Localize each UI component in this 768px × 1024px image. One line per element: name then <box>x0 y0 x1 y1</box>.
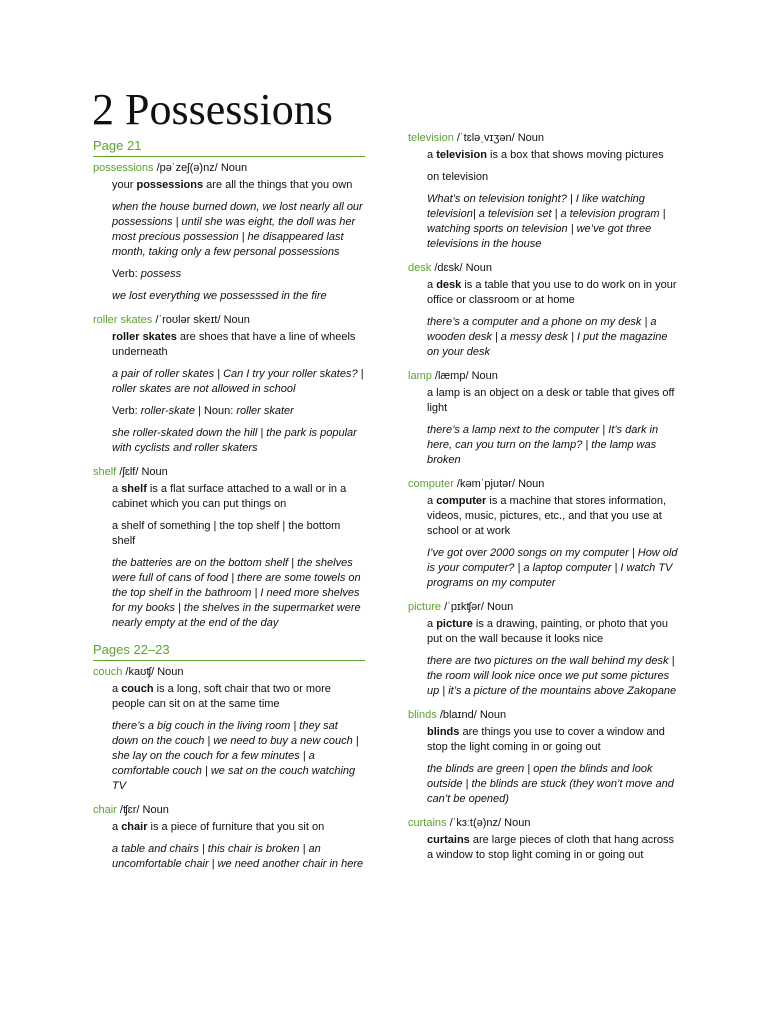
headword: roller skates <box>93 314 153 326</box>
entry-television <box>408 131 678 252</box>
part-of-speech: Noun <box>223 314 250 326</box>
entry-lamp <box>408 369 678 468</box>
entry-header <box>93 313 365 327</box>
example: there’s a computer and a phone on my desk | a wooden desk | a messy desk | I put the magazine on your desk <box>427 316 668 358</box>
definition: a shelf is a flat surface attached to a wall or in a cabinet which you can put things on <box>112 483 347 510</box>
entry-picture <box>408 600 678 699</box>
example: we lost everything we possesssed in the fire <box>112 290 327 302</box>
headword: blinds <box>408 709 437 721</box>
entry-header <box>93 803 365 817</box>
example: I’ve got over 2000 songs on my computer | How old is your computer? | a laptop computer | I watch TV programs on my computer <box>427 547 678 589</box>
definition: blinds are things you use to cover a window and stop the light coming in or going out <box>427 726 665 753</box>
pronunciation: /dɛsk/ <box>434 262 463 274</box>
part-of-speech: Noun <box>141 466 168 478</box>
pronunciation: /ˈtɛləˌvɪʒən/ <box>456 132 515 144</box>
page-title: 2 Possessions <box>92 85 333 134</box>
headword: television <box>408 132 454 144</box>
part-of-speech: Noun <box>518 478 545 490</box>
entry-shelf <box>93 465 365 631</box>
entry-header <box>408 261 678 275</box>
example: there are two pictures on the wall behind my desk | the room will look nice once we put some pictures up | it’s a picture of the mountains above Zakopane <box>427 655 677 697</box>
entry-computer <box>408 477 678 591</box>
definition: roller skates are shoes that have a line of wheels underneath <box>112 331 356 358</box>
entry-desk <box>408 261 678 360</box>
entry-header <box>408 131 678 145</box>
entry-header <box>93 665 365 679</box>
headword: desk <box>408 262 432 274</box>
example: a pair of roller skates | Can I try your roller skates? | roller skates are not allowed in school <box>112 368 364 395</box>
part-of-speech: Noun <box>142 804 169 816</box>
definition: a chair is a piece of furniture that you sit on <box>112 821 325 833</box>
usage: on television <box>427 171 489 183</box>
example: the batteries are on the bottom shelf | the shelves were full of cans of food | there are some towels on the top shelf in the bathroom | I need more shelves for my books | the shelves in the supermarket were nearly empty at the end of the day <box>112 557 361 629</box>
pronunciation: /ˈkɜːt(ə)nz/ <box>449 817 502 829</box>
example: What’s on television tonight? | I like watching television| a television set | a television program | watching sports on television | we’ve got three televisions in the house <box>427 193 666 250</box>
headword: shelf <box>93 466 117 478</box>
entry-header <box>408 816 678 830</box>
entry-header <box>408 477 678 491</box>
entry-header <box>408 600 678 614</box>
example: there’s a big couch in the living room | they sat down on the couch | we need to buy a new couch | she lay on the couch for a few minutes | a comfortable couch | we sat on the couch watching TV <box>112 720 359 792</box>
headword: computer <box>408 478 454 490</box>
example: when the house burned down, we lost nearly all our possessions | until she was eight, the doll was her most precious possession | he disappeared last month, taking only a few personal possessions <box>112 201 363 258</box>
pronunciation: /ʧɛr/ <box>119 804 140 816</box>
headword: lamp <box>408 370 432 382</box>
pronunciation: /blaɪnd/ <box>439 709 477 721</box>
definition: a computer is a machine that stores information, videos, music, pictures, etc., and that you use at school or at work <box>427 495 667 537</box>
pronunciation: /pəˈzeʃ(ə)nz/ <box>156 162 218 174</box>
section-heading: Page 21 <box>93 137 365 157</box>
example: she roller-skated down the hill | the park is popular with cyclists and roller skaters <box>112 427 357 454</box>
headword: couch <box>93 666 123 678</box>
pronunciation: /kaʊʧ/ <box>125 666 155 678</box>
left-column <box>93 137 365 872</box>
pronunciation: /ˈpɪkʧər/ <box>444 601 484 613</box>
entry-header <box>408 369 678 383</box>
usage: a shelf of something | the top shelf | the bottom shelf <box>112 520 341 547</box>
part-of-speech: Noun <box>517 132 545 144</box>
part-of-speech: Noun <box>504 817 531 829</box>
entry-couch <box>93 665 365 794</box>
headword: chair <box>93 804 117 816</box>
pronunciation: /læmp/ <box>434 370 469 382</box>
part-of-speech: Noun <box>479 709 507 721</box>
part-of-speech: Noun <box>157 666 184 678</box>
part-of-speech: Noun <box>465 262 492 274</box>
example: the blinds are green | open the blinds and look outside | the blinds are stuck (they won’t move and can’t be opened) <box>427 763 674 805</box>
pronunciation: /ˈroʊlər skeɪt/ <box>155 314 221 326</box>
definition: a couch is a long, soft chair that two or more people can sit on at the same time <box>112 683 331 710</box>
definition: your possessions are all the things that you own <box>112 179 353 191</box>
entry-curtains <box>408 816 678 863</box>
headword: possessions <box>93 162 154 174</box>
headword: picture <box>408 601 442 613</box>
definition: curtains are large pieces of cloth that hang across a window to stop light coming in or going out <box>427 834 675 861</box>
entry-possessions <box>93 161 365 304</box>
pronunciation: /ʃɛlf/ <box>119 466 139 478</box>
pronunciation: /kəmˈpjutər/ <box>456 478 515 490</box>
related-forms: Verb: roller-skate | Noun: roller skater <box>112 405 294 417</box>
entry-blinds <box>408 708 678 807</box>
definition: a picture is a drawing, painting, or photo that you put on the wall because it looks nice <box>427 618 668 645</box>
part-of-speech: Noun <box>486 601 514 613</box>
example: there’s a lamp next to the computer | It’s dark in here, can you turn on the lamp? | the lamp was broken <box>427 424 659 466</box>
definition: a television is a box that shows moving pictures <box>427 149 664 161</box>
related-forms: Verb: possess <box>112 268 182 280</box>
entry-header <box>93 465 365 479</box>
example: a table and chairs | this chair is broken | an uncomfortable chair | we need another chair in here <box>112 843 364 870</box>
headword: curtains <box>408 817 447 829</box>
entry-header <box>408 708 678 722</box>
entry-roller-skates <box>93 313 365 456</box>
part-of-speech: Noun <box>471 370 498 382</box>
entry-header <box>93 161 365 175</box>
definition: a desk is a table that you use to do work on in your office or classroom or at home <box>427 279 677 306</box>
definition: a lamp is an object on a desk or table that gives off light <box>427 387 675 414</box>
section-heading: Pages 22–23 <box>93 641 365 661</box>
part-of-speech: Noun <box>220 162 248 174</box>
right-column <box>408 131 678 863</box>
entry-chair <box>93 803 365 872</box>
